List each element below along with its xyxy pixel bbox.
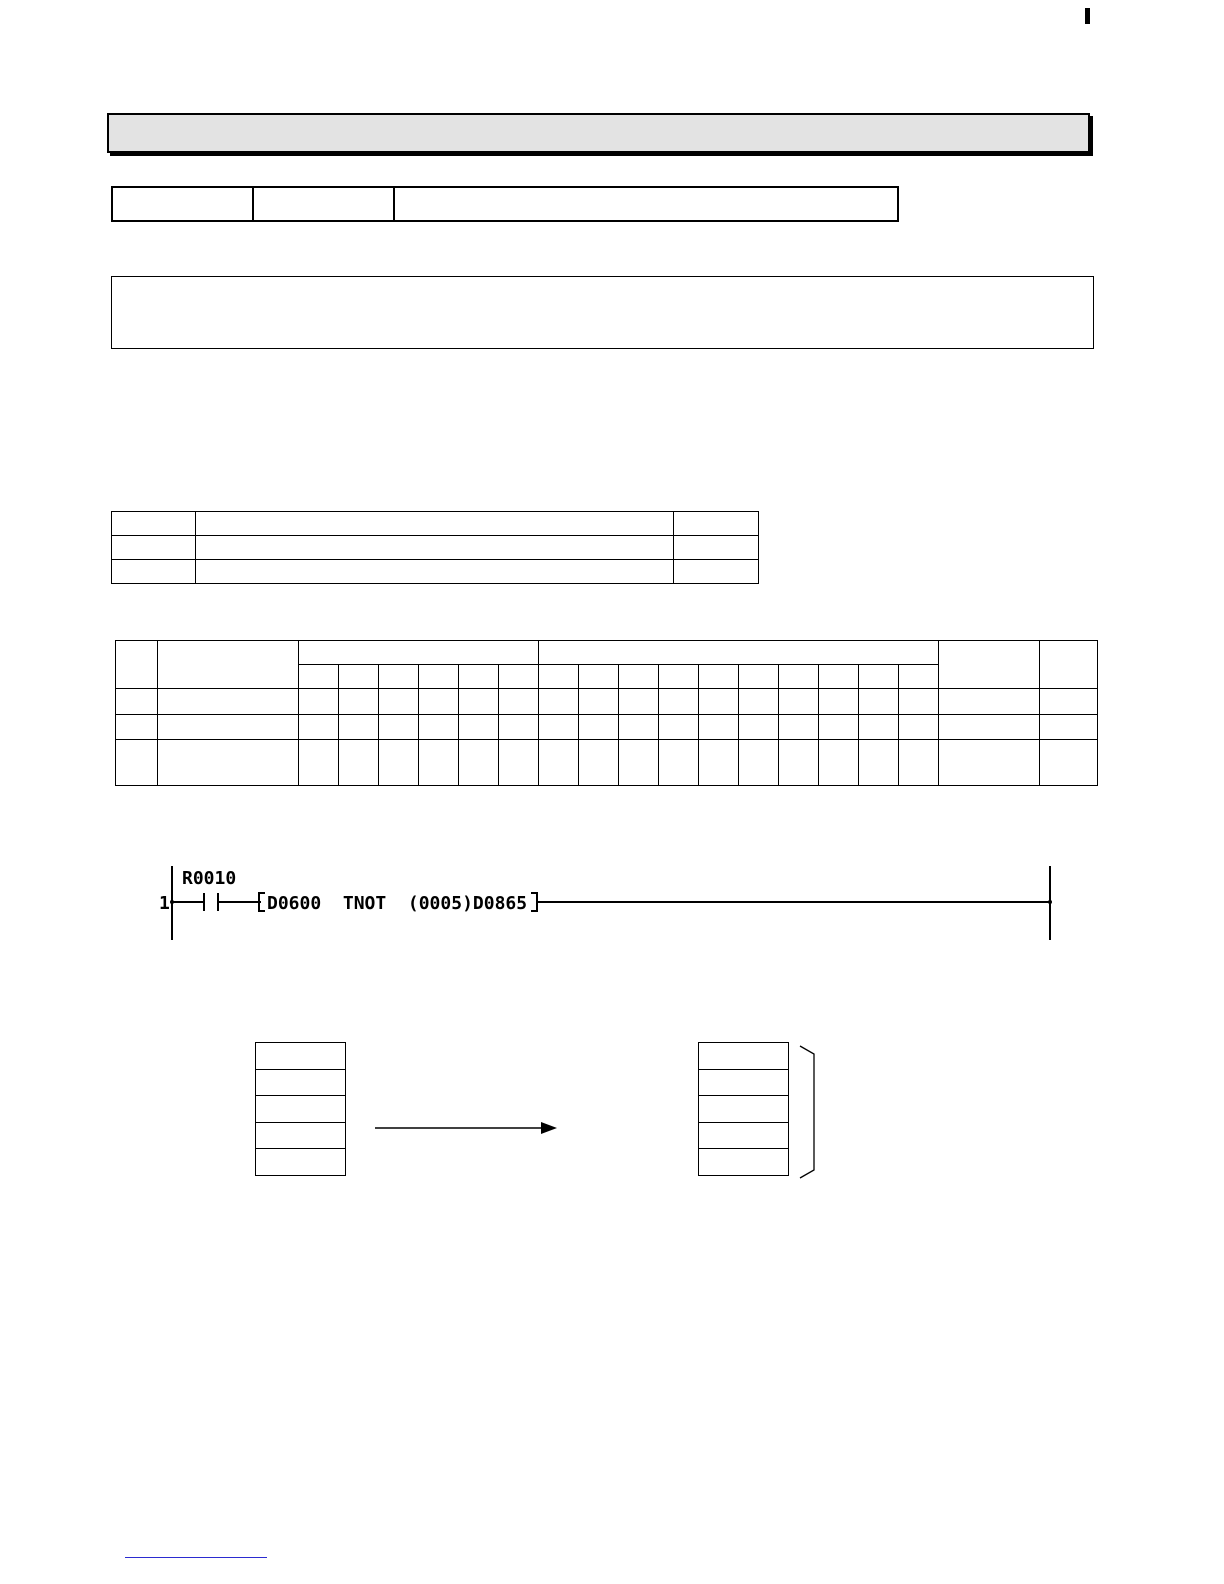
device-usage-table [115, 640, 1098, 786]
instruction-cell [394, 187, 898, 221]
header-cell [1040, 641, 1098, 689]
table-cell [116, 715, 158, 740]
table-cell [379, 689, 419, 715]
page-corner-mark [1085, 8, 1090, 24]
table-row [116, 689, 1098, 715]
table-cell [499, 715, 539, 740]
table-cell [459, 715, 499, 740]
register-cell [256, 1043, 345, 1070]
register-cell [256, 1096, 345, 1123]
table-cell [699, 715, 739, 740]
ladder-diagram [155, 862, 1060, 944]
table-cell [739, 689, 779, 715]
table-cell [459, 689, 499, 715]
header-cell [939, 641, 1040, 689]
table-cell [419, 715, 459, 740]
table-cell [196, 560, 674, 584]
table-cell [339, 689, 379, 715]
register-cell [699, 1123, 788, 1150]
source-register-stack [255, 1042, 346, 1176]
table-cell [819, 715, 859, 740]
table-cell [196, 512, 674, 536]
table-cell [699, 689, 739, 715]
table-cell [339, 715, 379, 740]
table-cell [419, 665, 459, 689]
bracket-icon [798, 1044, 822, 1180]
table-cell [1040, 689, 1098, 715]
table-cell [158, 740, 299, 786]
ladder-instruction: D0600 TNOT (0005)D0865 [267, 893, 528, 914]
transfer-arrow-icon [375, 1120, 565, 1136]
table-cell [674, 560, 759, 584]
table-cell [859, 665, 899, 689]
operand-table [111, 511, 759, 584]
table-cell [939, 740, 1040, 786]
table-cell [1040, 715, 1098, 740]
register-cell [256, 1149, 345, 1175]
table-cell [619, 740, 659, 786]
register-cell [699, 1043, 788, 1070]
instruction-summary-table [111, 186, 899, 222]
table-cell [659, 665, 699, 689]
table-cell [299, 665, 339, 689]
table-cell [779, 715, 819, 740]
table-row [112, 560, 759, 584]
table-cell [659, 715, 699, 740]
table-cell [779, 665, 819, 689]
table-cell [899, 665, 939, 689]
table-row [112, 536, 759, 560]
table-cell [699, 740, 739, 786]
table-cell [158, 715, 299, 740]
header-cell [158, 641, 299, 689]
table-row [116, 740, 1098, 786]
register-cell [699, 1149, 788, 1175]
table-cell [699, 665, 739, 689]
table-cell [299, 715, 339, 740]
table-cell [539, 740, 579, 786]
table-row [112, 512, 759, 536]
table-cell [899, 689, 939, 715]
table-cell [379, 715, 419, 740]
table-cell [579, 689, 619, 715]
destination-register-stack [698, 1042, 789, 1176]
table-cell [674, 536, 759, 560]
table-cell [739, 665, 779, 689]
table-cell [779, 689, 819, 715]
rung-number: 1 [159, 893, 170, 914]
function-description-box [111, 276, 1094, 349]
instruction-cell [253, 187, 394, 221]
register-cell [256, 1123, 345, 1150]
table-cell [499, 740, 539, 786]
table-cell [419, 740, 459, 786]
table-cell [299, 740, 339, 786]
table-row [112, 187, 898, 221]
register-cell [699, 1096, 788, 1123]
table-cell [859, 715, 899, 740]
header-group-cell [539, 641, 939, 665]
table-cell [739, 740, 779, 786]
contact-label: R0010 [182, 868, 237, 889]
table-cell [659, 689, 699, 715]
table-cell [579, 715, 619, 740]
header-cell [116, 641, 158, 689]
table-cell [739, 715, 779, 740]
table-cell [619, 715, 659, 740]
table-cell [299, 689, 339, 715]
table-cell [579, 740, 619, 786]
table-cell [899, 715, 939, 740]
table-cell [419, 689, 459, 715]
table-cell [539, 715, 579, 740]
table-cell [819, 689, 859, 715]
table-cell [539, 689, 579, 715]
table-cell [939, 715, 1040, 740]
table-cell [939, 689, 1040, 715]
table-cell [579, 665, 619, 689]
table-cell [859, 740, 899, 786]
instruction-cell [112, 187, 253, 221]
table-cell [112, 536, 196, 560]
table-cell [1040, 740, 1098, 786]
table-cell [499, 665, 539, 689]
table-cell [116, 740, 158, 786]
table-cell [339, 665, 379, 689]
table-row [116, 715, 1098, 740]
register-cell [699, 1070, 788, 1097]
table-cell [619, 689, 659, 715]
table-header-row [116, 641, 1098, 665]
table-cell [196, 536, 674, 560]
table-cell [659, 740, 699, 786]
table-cell [819, 740, 859, 786]
table-cell [859, 689, 899, 715]
table-cell [112, 512, 196, 536]
table-cell [339, 740, 379, 786]
table-cell [499, 689, 539, 715]
table-cell [459, 665, 499, 689]
table-cell [619, 665, 659, 689]
register-cell [256, 1070, 345, 1097]
table-cell [899, 740, 939, 786]
table-cell [158, 689, 299, 715]
table-cell [116, 689, 158, 715]
section-title-bar [107, 113, 1090, 153]
table-cell [819, 665, 859, 689]
table-cell [539, 665, 579, 689]
table-cell [112, 560, 196, 584]
header-group-cell [299, 641, 539, 665]
table-cell [459, 740, 499, 786]
table-cell [674, 512, 759, 536]
table-cell [379, 665, 419, 689]
footer-link-underline[interactable] [125, 1557, 267, 1558]
table-cell [779, 740, 819, 786]
table-cell [379, 740, 419, 786]
